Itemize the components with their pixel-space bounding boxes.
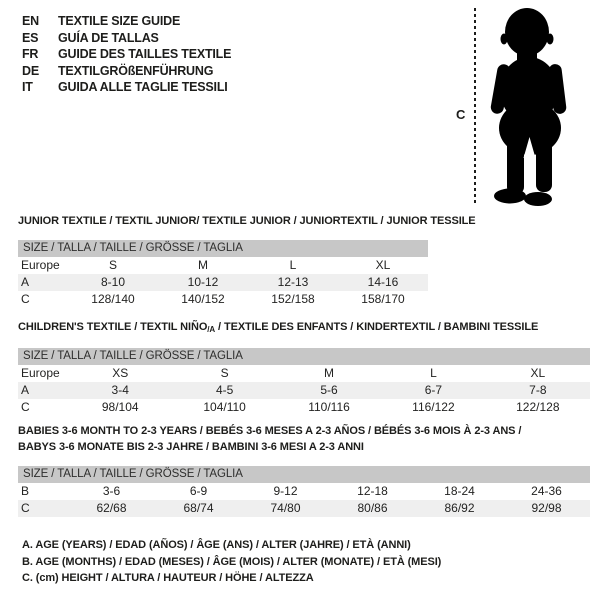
table-cell: 6-7 <box>424 382 443 397</box>
table-cell: 12-13 <box>277 274 309 289</box>
title-post: / TEXTILE DES ENFANTS / KINDERTEXTIL / BAMBINI TESSILE <box>215 321 539 333</box>
table-cell: L <box>430 365 437 380</box>
row-label: Europe <box>21 365 60 380</box>
section-title-babies-line1: BABIES 3-6 MONTH TO 2-3 YEARS / BEBÉS 3-6 MESES A 2-3 AÑOS / BÉBÉS 3-6 MOIS À 2-3 ANS / <box>18 425 522 437</box>
size-header-bar: SIZE / TALLA / TAILLE / GRÖSSE / TAGLIA <box>18 348 590 365</box>
language-title: GUIDE DES TAILLES TEXTILE <box>58 47 232 61</box>
language-row-de <box>22 63 231 80</box>
row-label: C <box>21 501 30 515</box>
table-cell: 5-6 <box>320 382 338 397</box>
section-title-junior: JUNIOR TEXTILE / TEXTIL JUNIOR/ TEXTILE JUNIOR / JUNIORTEXTIL / JUNIOR TESSILE <box>18 215 476 227</box>
table-cell: 158/170 <box>361 291 405 306</box>
table-cell: XS <box>112 365 129 380</box>
baby-silhouette-icon <box>483 6 575 206</box>
table-cell: 80/86 <box>357 501 388 515</box>
row-label: C <box>21 291 30 306</box>
table-cell: 3-4 <box>111 382 129 397</box>
table-cell: 6-9 <box>189 484 208 498</box>
table-cell: 18-24 <box>444 484 475 498</box>
table-cell: M <box>324 365 335 380</box>
row-label: A <box>21 382 30 397</box>
language-list <box>22 13 231 96</box>
row-label: Europe <box>21 257 60 272</box>
language-row-fr <box>22 46 231 63</box>
language-code: DE <box>22 63 39 78</box>
language-title: TEXTILE SIZE GUIDE <box>58 14 181 28</box>
table-cell: XL <box>375 257 391 272</box>
table-cell: 98/104 <box>101 399 139 414</box>
table-cell: M <box>198 257 208 272</box>
table-cell: 8-10 <box>100 274 126 289</box>
table-cell: 3-6 <box>102 484 121 498</box>
junior-size-table <box>18 240 428 308</box>
table-cell: 12-18 <box>357 484 388 498</box>
table-cell: 116/122 <box>412 399 455 414</box>
note-age-months: B. AGE (MONTHS) / EDAD (MESES) / ÂGE (MOIS) / ALTER (MONATE) / ETÀ (MESI) <box>22 555 442 568</box>
table-row-age-months <box>18 483 590 500</box>
table-row-age <box>18 382 590 399</box>
table-cell: 68/74 <box>183 501 214 515</box>
section-title-babies <box>18 424 590 455</box>
table-cell: 110/116 <box>308 399 350 414</box>
table-row-europe <box>18 257 428 274</box>
title-sub: /A <box>207 325 216 334</box>
language-code: EN <box>22 14 39 28</box>
size-header-bar: SIZE / TALLA / TAILLE / GRÖSSE / TAGLIA <box>18 466 590 483</box>
size-header-bar: SIZE / TALLA / TAILLE / GRÖSSE / TAGLIA <box>18 240 428 257</box>
section-title-babies-line2: BABYS 3-6 MONATE BIS 2-3 JAHRE / BAMBINI 3-6 MESI A 2-3 ANNI <box>18 440 364 453</box>
childrens-size-table <box>18 348 590 416</box>
language-title: GUÍA DE TALLAS <box>58 30 159 45</box>
language-title: TEXTILGRÖßENFÜHRUNG <box>58 63 214 78</box>
table-cell: XL <box>530 365 546 380</box>
table-row-europe <box>18 365 590 382</box>
table-cell: 104/110 <box>203 399 246 414</box>
height-measure-dashed-line <box>474 8 476 206</box>
table-cell: 24-36 <box>531 484 562 498</box>
table-cell: 86/92 <box>444 501 475 515</box>
table-cell: 92/98 <box>531 501 562 515</box>
table-cell: 9-12 <box>273 484 298 498</box>
language-code: ES <box>22 30 39 45</box>
table-cell: 7-8 <box>529 382 547 397</box>
row-label: A <box>21 274 30 289</box>
note-age-years: A. AGE (YEARS) / EDAD (AÑOS) / ÂGE (ANS) / ALTER (JAHRE) / ETÀ (ANNI) <box>22 539 411 551</box>
section-junior-textile <box>18 214 476 308</box>
row-label: B <box>21 484 30 498</box>
row-label: C <box>21 399 30 414</box>
table-row-height <box>18 500 590 517</box>
table-cell: 128/140 <box>91 291 135 306</box>
table-cell: 4-5 <box>215 382 234 397</box>
table-row-height <box>18 399 590 416</box>
table-cell: L <box>289 257 297 272</box>
table-row-height <box>18 291 428 308</box>
height-measure-label: C <box>456 107 466 122</box>
table-cell: 152/158 <box>271 291 315 306</box>
table-row-age <box>18 274 428 291</box>
language-code: FR <box>22 47 39 61</box>
babies-size-table <box>18 466 590 517</box>
section-title-childrens <box>18 320 590 338</box>
language-row-es <box>22 30 231 47</box>
table-cell: 74/80 <box>270 501 301 515</box>
table-cell: 62/68 <box>96 501 127 515</box>
section-babies-textile <box>18 424 590 517</box>
table-cell: S <box>220 365 229 380</box>
legend-notes <box>22 537 441 587</box>
note-height-cm: C. (cm) HEIGHT / ALTURA / HAUTEUR / HÖHE / ALTEZZA <box>22 572 314 584</box>
language-row-en <box>22 13 231 30</box>
title-pre: CHILDREN'S TEXTILE / TEXTIL NIÑO <box>18 321 208 333</box>
table-cell: 14-16 <box>367 274 399 289</box>
table-cell: 140/152 <box>181 291 225 306</box>
table-cell: 10-12 <box>187 274 219 289</box>
table-cell: S <box>108 257 117 272</box>
section-childrens-textile <box>18 320 590 416</box>
table-cell: 122/128 <box>516 399 560 414</box>
language-title: GUIDA ALLE TAGLIE TESSILI <box>58 80 228 94</box>
language-row-it <box>22 79 231 96</box>
language-code: IT <box>22 80 33 94</box>
